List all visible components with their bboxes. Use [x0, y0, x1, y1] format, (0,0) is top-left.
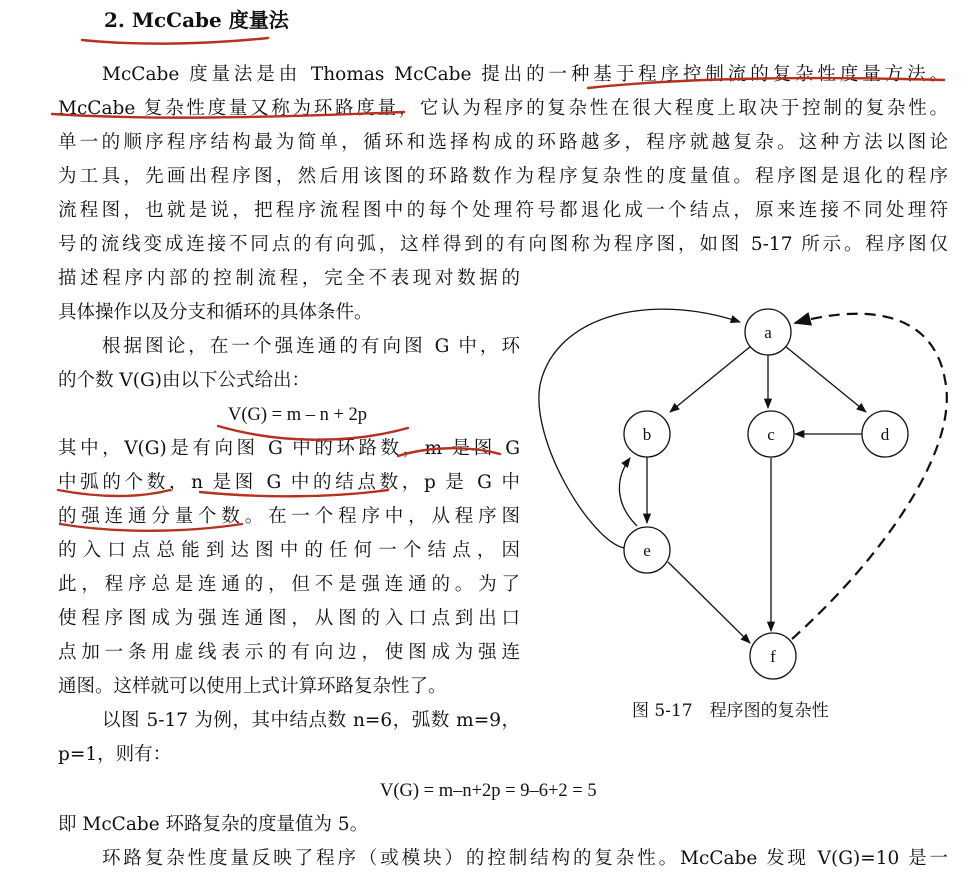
edge-e-b [619, 458, 637, 526]
node-c [748, 411, 794, 457]
paragraph1-line-5: 流程图，也就是说，把程序流程图中的每个处理符号都退化成一个结点，原来连接不同处理符 [58, 200, 948, 221]
paragraph3-line-1: 其中，V(G)是有向图 G 中的环路数，m 是图 G [58, 438, 520, 459]
node-e-label: e [643, 541, 651, 560]
node-a-label: a [764, 323, 772, 342]
section-heading: 2. McCabe 度量法 [104, 8, 289, 32]
paragraph3-line-7: 点加一条用虚线表示的有向边，使图成为强连 [58, 642, 520, 663]
node-b-label: b [642, 425, 652, 444]
edge-e-f [668, 562, 750, 643]
paragraph1-line-8: 具体操作以及分支和循环的具体条件。 [58, 302, 373, 323]
node-d [862, 411, 908, 457]
paragraph1-line-3: 单一的顺序程序结构最为简单，循环和选择构成的环路越多，程序就越复杂。这种方法以图论 [58, 132, 948, 153]
paragraph1-line-4: 为工具，先画出程序图，然后用该图的环路数作为程序复杂性的度量值。程序图是退化的程序 [58, 166, 948, 187]
edge-a-b [670, 346, 751, 412]
paragraph3-line-3: 的强连通分量个数。在一个程序中，从程序图 [58, 506, 520, 527]
node-f [750, 633, 796, 679]
edge-f-a-dashed [792, 314, 947, 639]
paragraph4-line-2: p=1，则有： [58, 744, 172, 765]
paragraph3-line-4: 的入口点总能到达图中的任何一个结点，因 [58, 540, 520, 561]
formula-cyclomatic: V(G) = m – n + 2p [228, 405, 368, 425]
edge-a-d [785, 346, 866, 412]
node-c-label: c [767, 425, 775, 444]
formula-example: V(G) = m–n+2p = 9–6+2 = 5 [380, 781, 597, 801]
paragraph5-line: 即 McCabe 环路复杂的度量值为 5。 [58, 814, 369, 835]
paragraph3-line-6: 使程序图成为强连通图，从图的入口点到出口 [58, 608, 520, 629]
paragraph4-line-1: 以图 5-17 为例，其中结点数 n=6，弧数 m=9， [102, 710, 520, 731]
node-f-label: f [770, 647, 776, 666]
node-b [624, 411, 670, 457]
paragraph6-line: 环路复杂性度量反映了程序（或模块）的控制结构的复杂性。McCabe 发现 V(G)=10 是一 [102, 848, 948, 869]
paragraph2-line-1: 根据图论，在一个强连通的有向图 G 中，环 [102, 336, 520, 357]
paragraph3-line-2: 中弧的个数，n 是图 G 中的结点数，p 是 G 中 [58, 472, 520, 493]
paragraph1-line-2: McCabe 复杂性度量又称为环路度量，它认为程序的复杂性在很大程度上取决于控制的复杂性。 [58, 98, 948, 119]
node-a [745, 309, 791, 355]
figure-caption: 图 5-17 程序图的复杂性 [632, 701, 829, 721]
paragraph3-line-8: 通图。这样就可以使用上式计算环路复杂性了。 [58, 676, 447, 697]
paragraph2-line-2: 的个数 V(G)由以下公式给出： [58, 370, 310, 391]
node-e [624, 527, 670, 573]
paragraph1-line-6: 号的流线变成连接不同点的有向弧，这样得到的有向图称为程序图，如图 5-17 所示。程序图仅 [58, 234, 948, 255]
paragraph1-line-7: 描述程序内部的控制流程，完全不表现对数据的 [58, 268, 520, 289]
paragraph1-line-1: McCabe 度量法是由 Thomas McCabe 提出的一种基于程序控制流的复杂性度量方法。 [102, 64, 948, 85]
node-d-label: d [880, 425, 890, 444]
paragraph3-line-5: 此，程序总是连通的，但不是强连通的。为了 [58, 574, 520, 595]
